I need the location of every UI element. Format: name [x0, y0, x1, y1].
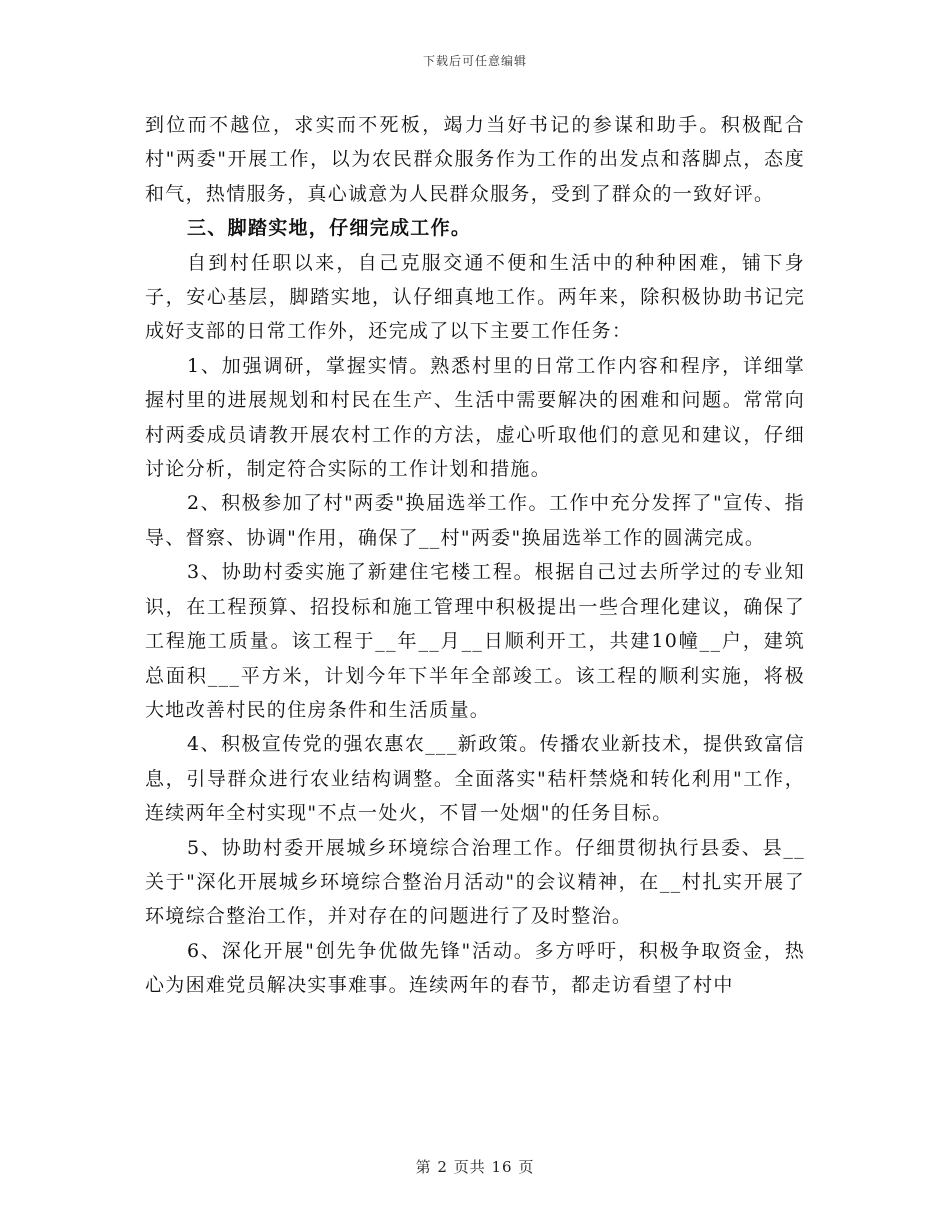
paragraph-item-5: 5、协助村委开展城乡环境综合治理工作。仔细贯彻执行县委、县__关于"深化开展城乡环境综合整治月活动"的会议精神，在__村扎实开展了环境综合整治工作，并对存在的问题进行了及时整治。 [145, 836, 805, 928]
paragraph-item-2: 2、积极参加了村"两委"换届选举工作。工作中充分发挥了"宣传、指导、督察、协调"作用，确保了__村"两委"换届选举工作的圆满完成。 [145, 492, 805, 549]
section-heading: 三、脚踏实地，仔细完成工作。 [187, 217, 472, 240]
paragraph-item-1: 1、加强调研，掌握实情。熟悉村里的日常工作内容和程序，详细掌握村里的进展规划和村民在生产、生活中需要解决的困难和问题。常常向村两委成员请教开展农村工作的方法，虚心听取他们的意见和建议，仔细讨论分析，制定符合实际的工作计划和措施。 [145, 354, 805, 481]
paragraph-item-3: 3、协助村委实施了新建住宅楼工程。根据自己过去所学过的专业知识，在工程预算、招投标和施工管理中积极提出一些合理化建议，确保了工程施工质量。该工程于__年__月__日顺利开工，共建10幢__户，建筑总面积___平方米，计划今年下半年全部竣工。该工程的顺利实施，将极大地改善村民的住房条件和生活质量。 [145, 561, 805, 721]
page-header-note: 下载后可任意编辑 [422, 54, 527, 68]
paragraph-item-6: 6、深化开展"创先争优做先锋"活动。多方呼吁，积极争取资金，热心为困难党员解决实事难事。连续两年的春节，都走访看望了村中 [145, 939, 805, 997]
paragraph-continuation: 到位而不越位，求实而不死板，竭力当好书记的参谋和助手。积极配合村"两委"开展工作，以为农民群众服务作为工作的出发点和落脚点，态度和气，热情服务，真心诚意为人民群众服务，受到了群众的一致好评。 [145, 114, 805, 205]
paragraph-item-4: 4、积极宣传党的强农惠农___新政策。传播农业新技术，提供致富信息，引导群众进行农业结构调整。全面落实"秸杆禁烧和转化利用"工作，连续两年全村实现"不点一处火，不冒一处烟"的任务目标。 [145, 733, 805, 825]
paragraph: 自到村任职以来，自己克服交通不便和生活中的种种困难，铺下身子，安心基层，脚踏实地，认仔细真地工作。两年来，除积极协助书记完成好支部的日常工作外，还完成了以下主要工作任务： [145, 251, 805, 343]
document-body [145, 108, 805, 1003]
page-number: 第 2 页共 16 页 [415, 1158, 535, 1176]
